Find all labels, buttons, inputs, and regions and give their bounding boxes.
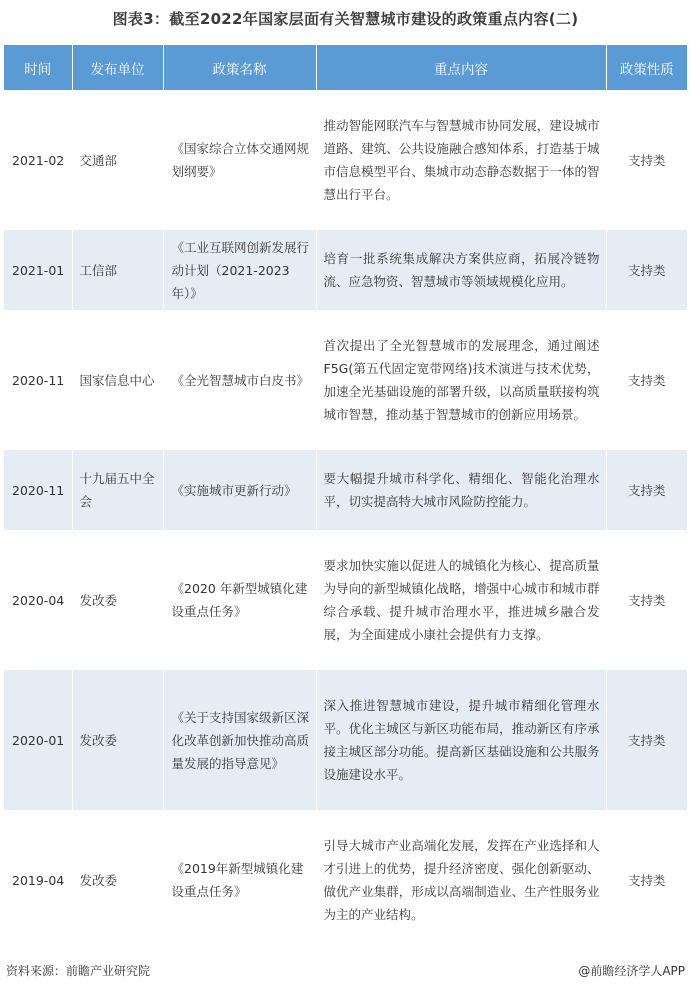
cell-policy-name: 《2019年新型城镇化建设重点任务》 [163, 810, 316, 950]
cell-policy-name: 《全光智慧城市白皮书》 [163, 310, 316, 450]
cell-time: 2021-02 [4, 90, 72, 230]
cell-policy-nature: 支持类 [606, 90, 687, 230]
cell-issuer: 发改委 [72, 670, 163, 810]
header-policy-nature: 政策性质 [606, 45, 687, 90]
cell-key-content: 培育一批系统集成解决方案供应商，拓展冷链物流、应急物资、智慧城市等领域规模化应用。 [316, 230, 606, 310]
header-time: 时间 [4, 45, 72, 90]
table-row [4, 310, 687, 450]
cell-policy-nature: 支持类 [606, 810, 687, 950]
header-key-content: 重点内容 [316, 45, 606, 90]
cell-key-content: 推动智能网联汽车与智慧城市协同发展，建设城市道路、建筑、公共设施融合感知体系，打造基于城市信息模型平台、集城市动态静态数据于一体的智慧出行平台。 [316, 90, 606, 230]
policy-table [4, 45, 687, 950]
table-row [4, 810, 687, 950]
cell-time: 2020-11 [4, 310, 72, 450]
cell-policy-nature: 支持类 [606, 530, 687, 670]
cell-time: 2019-04 [4, 810, 72, 950]
cell-key-content: 深入推进智慧城市建设，提升城市精细化管理水平。优化主城区与新区功能布局，推动新区有序承接主城区部分功能。提高新区基础设施和公共服务设施建设水平。 [316, 670, 606, 810]
chart-title: 图表3：截至2022年国家层面有关智慧城市建设的政策重点内容(二) [112, 10, 579, 28]
table-row [4, 450, 687, 530]
cell-time: 2020-11 [4, 450, 72, 530]
cell-issuer: 国家信息中心 [72, 310, 163, 450]
header-policy-name: 政策名称 [163, 45, 316, 90]
cell-policy-nature: 支持类 [606, 670, 687, 810]
footer [6, 962, 685, 979]
cell-time: 2020-01 [4, 670, 72, 810]
cell-policy-nature: 支持类 [606, 310, 687, 450]
cell-key-content: 首次提出了全光智慧城市的发展理念，通过阐述F5G(第五代固定宽带网络)技术演进与技术优势，加速全光基础设施的部署升级，以高质量联接构筑城市智慧，推动基于智慧城市的创新应用场景。 [316, 310, 606, 450]
cell-policy-name: 《关于支持国家级新区深化改革创新加快推动高质量发展的指导意见》 [163, 670, 316, 810]
cell-issuer: 发改委 [72, 810, 163, 950]
table-row [4, 230, 687, 310]
cell-issuer: 工信部 [72, 230, 163, 310]
cell-issuer: 交通部 [72, 90, 163, 230]
cell-issuer: 发改委 [72, 530, 163, 670]
cell-time: 2021-01 [4, 230, 72, 310]
cell-policy-name: 《工业互联网创新发展行动计划（2021-2023年）》 [163, 230, 316, 310]
table-row [4, 90, 687, 230]
cell-policy-name: 《国家综合立体交通网规划纲要》 [163, 90, 316, 230]
cell-key-content: 要大幅提升城市科学化、精细化、智能化治理水平，切实提高特大城市风险防控能力。 [316, 450, 606, 530]
table-row [4, 530, 687, 670]
cell-policy-name: 《2020 年新型城镇化建设重点任务》 [163, 530, 316, 670]
header-issuer: 发布单位 [72, 45, 163, 90]
cell-key-content: 要求加快实施以促进人的城镇化为核心、提高质量为导向的新型城镇化战略，增强中心城市和城市群综合承载、提升城市治理水平，推进城乡融合发展，为全面建成小康社会提供有力支撑。 [316, 530, 606, 670]
cell-time: 2020-04 [4, 530, 72, 670]
cell-policy-nature: 支持类 [606, 450, 687, 530]
cell-issuer: 十九届五中全会 [72, 450, 163, 530]
cell-key-content: 引导大城市产业高端化发展，发挥在产业选择和人才引进上的优势，提升经济密度、强化创新驱动、做优产业集群，形成以高端制造业、生产性服务业为主的产业结构。 [316, 810, 606, 950]
cell-policy-nature: 支持类 [606, 230, 687, 310]
brand-text: @前瞻经济学人APP [578, 964, 685, 978]
brand-credit [578, 962, 685, 979]
table-header-row [4, 45, 687, 90]
source-note: 资料来源：前瞻产业研究院 [6, 964, 151, 978]
cell-policy-name: 《实施城市更新行动》 [163, 450, 316, 530]
table-row [4, 670, 687, 810]
